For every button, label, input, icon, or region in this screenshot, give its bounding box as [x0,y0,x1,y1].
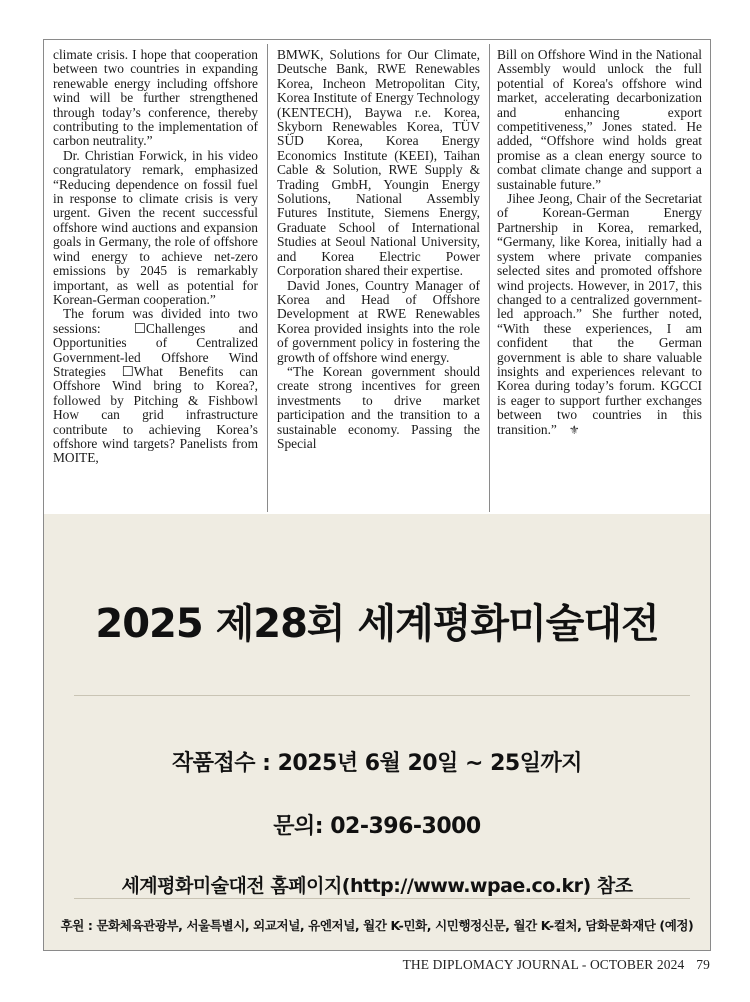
paragraph: BMWK, Solutions for Our Climate, Deutsche Bank, RWE Renewables Korea, Incheon Metropolitan City, Korea Institute of Energy Technology (KENTECH), Baywa r.e. Korea, Skyborn Renewables Korea, TÜV SÜD Korea, Korea Energy Economics Institute (KEEI), Taihan Cable & Solution, RWE Supply & Trading GmbH, Youngin Energy Solutions, National Assembly Futures Institute, Siemens Energy, Graduate School of International Studies at Seoul National University, and Korea Electric Power Corporation shared their expertise. [277,48,480,279]
ad-submission-period: 작품접수 : 2025년 6월 20일 ~ 25일까지 [172,751,582,776]
article-column-3 [497,48,702,510]
page-footer [403,957,710,973]
ad-contact: 문의: 02-396-3000 [273,814,481,839]
column-divider [267,44,268,512]
publication-name: THE DIPLOMACY JOURNAL - OCTOBER 2024 [402,957,685,972]
paragraph [497,192,702,437]
paragraph: David Jones, Country Manager of Korea and Head of Offshore Development at RWE Renewables Korea provided insights into the role of government policy in fostering the growth of offshore wind energy. [277,277,480,365]
paragraph-text: Jihee Jeong, Chair of the Secretariat of Korean-German Energy Partnership in Korea, remarked, “Germany, like Korea, initially had a system where private companies selected sites and promoted offshore wind projects. However, in 2017, this changed to a centralized government-led approach.” She further noted, “With these experiences, I am confident that the German government is able to share valuable insights and experiences relevant to Korea during today’s forum. KGCCI is eager to support further exchanges between two countries in this transition.” [497,191,702,437]
paragraph: “The Korean government should create strong incentives for green investments to drive market participation and the transition to a sustainable economy. Passing the Special [277,363,480,451]
paragraph: The forum was divided into two sessions: ☐Challenges and Opportunities of Centralized Government-led Offshore Wind Strategies ☐What Benefits can Offshore Wind bring to Korea?, followed by Pitching & Fishbowl How can grid infrastructure contribute to achieving Korea’s offshore wind targets? Panelists from MOITE, [53,306,258,466]
paragraph: Bill on Offshore Wind in the National Assembly would unlock the full potential of Korea's offshore wind market, accelerating decarbonization and enhancing export competitiveness,” Jones stated. He added, “Offshore wind holds great promise as a clean energy source to combat climate change and support a sustainable future.” [497,48,702,192]
art-exhibition-ad [44,514,710,950]
page-frame [43,39,711,951]
article-body [44,40,710,514]
column-divider [489,44,490,512]
page-number: 79 [696,957,710,972]
ad-divider [74,898,690,899]
fleur-de-lis-icon: ⚜ [568,422,580,437]
article-column-2 [277,48,480,510]
ad-title: 2025 제28회 세계평화미술대전 [95,601,659,647]
paragraph: climate crisis. I hope that cooperation between two countries in expanding renewable energy including offshore wind will be further strengthened through today’s conference, thereby contributing to the implementation of carbon neutrality.” [53,48,258,149]
ad-sponsors: 후원 : 문화체육관광부, 서울특별시, 외교저널, 유엔저널, 월간 K-민화, 시민행정신문, 월간 K-컬처, 담화문화재단 (예정) [60,918,694,933]
paragraph: Dr. Christian Forwick, in his video congratulatory remark, emphasized “Reducing dependence on fossil fuel in response to climate crisis is very urgent. Given the recent successful offshore wind auctions and expansion goals in Germany, the role of offshore wind energy to achieve net-zero emissions by 2045 is remarkably important, as well as potential for Korean-German cooperation.” [53,147,258,307]
article-column-1 [53,48,258,510]
ad-homepage: 세계평화미술대전 홈페이지(http://www.wpae.co.kr) 참조 [121,875,633,897]
ad-divider [74,695,690,696]
